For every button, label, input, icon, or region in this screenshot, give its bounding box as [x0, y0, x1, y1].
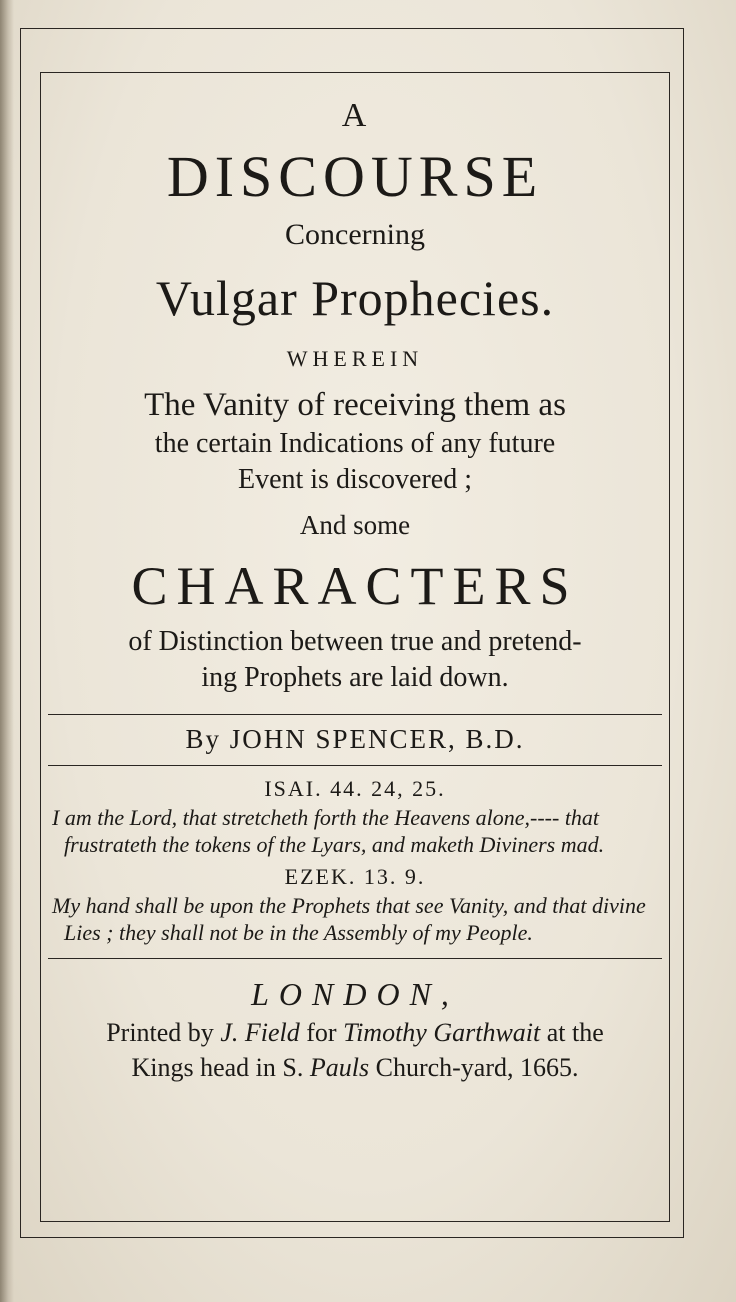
imprint-line-1 — [44, 1015, 666, 1050]
imprint-line-2 — [44, 1050, 666, 1085]
subtitle-line-1: The Vanity of receiving them as — [144, 387, 566, 423]
page-edge — [0, 0, 14, 1302]
scripture-quote-isaiah: I am the Lord, that stretcheth forth the Heavens alone,---- that frustrateth the tokens of the Lyars, and maketh Diviners mad. — [52, 805, 605, 857]
imprint-kings-head: Kings head in S. — [131, 1053, 304, 1082]
title-page — [44, 76, 666, 1085]
title-article: A — [341, 97, 369, 134]
title-characters: CHARACTERS — [131, 556, 579, 616]
author-line: By JOHN SPENCER, B.D. — [185, 724, 525, 754]
scripture-quote-ezekiel: My hand shall be upon the Prophets that see Vanity, and that divine Lies ; they shall not be in the Assembly of my People. — [52, 893, 646, 945]
title-concerning: Concerning — [285, 218, 425, 251]
divider-rule — [48, 958, 662, 959]
divider-rule — [48, 765, 662, 766]
imprint-churchyard: Church-yard, 1665. — [375, 1053, 579, 1082]
imprint-printed-by: Printed by — [106, 1018, 214, 1047]
imprint-printer: J. Field — [220, 1018, 300, 1047]
imprint-at-the: at the — [546, 1018, 604, 1047]
scripture-reference-ezekiel: EZEK. 13. 9. — [284, 864, 426, 889]
subtitle-and-some: And some — [299, 510, 411, 540]
title-vulgar-prophecies: Vulgar Prophecies. — [155, 270, 555, 326]
imprint-for: for — [306, 1018, 337, 1047]
subtitle-wherein: WHEREIN — [286, 346, 424, 371]
subtitle-line-2: the certain Indications of any future — [154, 428, 556, 459]
subtitle-line-3: Event is discovered ; — [237, 464, 473, 495]
scripture-reference-isaiah: ISAI. 44. 24, 25. — [264, 776, 446, 801]
imprint-city: LONDON, — [251, 976, 459, 1012]
subtitle-line-4: of Distinction between true and pretend- — [128, 626, 582, 657]
subtitle-line-5: ing Prophets are laid down. — [201, 662, 509, 693]
imprint-publisher: Timothy Garthwait — [343, 1018, 541, 1047]
title-discourse: DISCOURSE — [166, 144, 544, 209]
divider-rule — [48, 714, 662, 715]
imprint-pauls: Pauls — [309, 1053, 370, 1082]
